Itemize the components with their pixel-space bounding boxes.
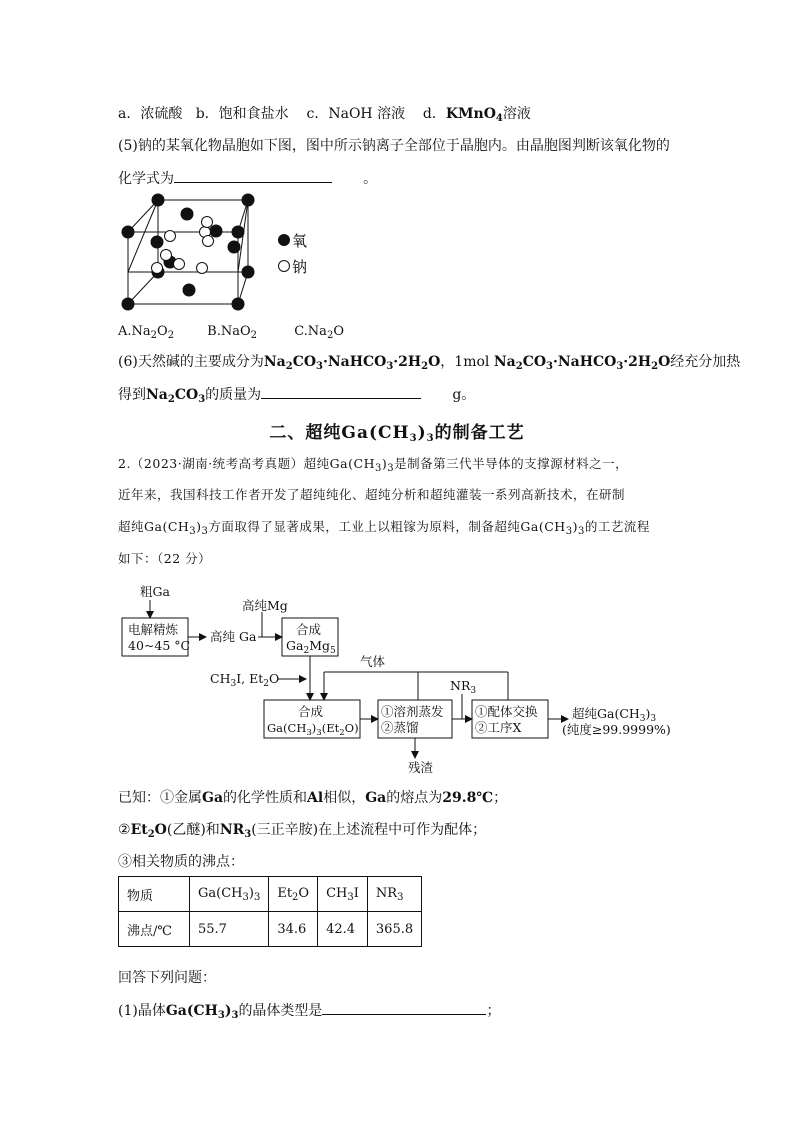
sodium-atom — [152, 263, 163, 274]
t: Ga — [365, 790, 387, 806]
table-cell: 365.8 — [367, 912, 421, 947]
pure-ga-label: 高纯 Ga — [210, 629, 257, 644]
f: 2 — [167, 394, 175, 405]
oxygen-atom — [122, 298, 135, 311]
f: ·2H — [393, 354, 422, 370]
t: 3 — [217, 1010, 225, 1021]
evaporation-step1: ①溶剂蒸发 — [381, 704, 444, 719]
t: Ga(CH — [165, 1003, 218, 1019]
t: 3 — [201, 526, 209, 537]
t: 2.（2023·湖南·统考高考真题）超纯Ga(CH — [118, 456, 375, 471]
f: ·NaHCO — [323, 354, 387, 370]
q6-get: 得到 — [118, 387, 146, 403]
q5-option-a-sub2: 2 — [167, 330, 175, 341]
q5-option-a-mid: O — [157, 324, 168, 339]
q6-mass: 的质量为 — [205, 387, 262, 403]
electrolysis-label: 电解精炼 — [128, 622, 179, 637]
t: Et — [277, 885, 293, 901]
option-c-prefix: c． — [306, 106, 329, 122]
oxygen-atom — [181, 208, 194, 221]
f: Na — [493, 354, 516, 370]
t: ) — [572, 519, 578, 534]
table-cell: 沸点/℃ — [119, 912, 190, 947]
q6-line1 — [118, 352, 740, 377]
t: 的晶体类型是 — [238, 1003, 323, 1019]
f: ·NaHCO — [553, 354, 617, 370]
option-a: 浓硫酸 — [140, 106, 183, 122]
option-c: NaOH 溶液 — [328, 106, 406, 122]
legend-sodium-label: 钠 — [292, 258, 308, 276]
t: 相似， — [323, 790, 366, 806]
t: 2 — [147, 829, 155, 840]
q2-intro-line2: 近年来，我国科技工作者开发了超纯纯化、超纯分析和超纯灌装一系列高新技术，在研制 — [118, 487, 626, 502]
heading-sub2: 3 — [426, 433, 435, 444]
t: 3 — [374, 463, 382, 474]
t: (1)晶体 — [118, 1003, 166, 1019]
t: (三正辛胺)在上述流程中可作为配体； — [251, 822, 487, 838]
t: 的工艺流程 — [584, 519, 650, 534]
oxygen-atom — [228, 241, 241, 254]
gas-label: 气体 — [360, 654, 386, 669]
t: 3 — [565, 526, 573, 537]
known-line3: ③相关物质的沸点： — [118, 854, 244, 870]
q5-line2 — [118, 168, 377, 189]
f: Na — [146, 387, 168, 403]
f: CO — [522, 354, 547, 370]
f: 3 — [616, 361, 624, 372]
t: ； — [493, 790, 508, 806]
f: CO — [174, 387, 199, 403]
f: 2 — [421, 361, 429, 372]
table-header: $Ga(CH_3)_3$ — [190, 877, 269, 912]
f: 2 — [651, 361, 659, 372]
q2-intro-line4: 如下：（22 分） — [118, 551, 212, 566]
q5-answer-blank[interactable] — [174, 168, 332, 183]
t: CH — [326, 885, 348, 901]
complex-formula: $Ga(CH_3)_3(Et_2O)$ — [267, 721, 359, 738]
option-b-prefix: b． — [195, 106, 219, 122]
q2-intro-line1 — [118, 455, 628, 478]
reagents-label: $CH_3I$, $Et_2O$ — [210, 671, 280, 689]
heading-b: ) — [417, 423, 427, 443]
nr3-label: $NR_3$ — [450, 678, 477, 696]
known-line1 — [118, 788, 507, 808]
answer-q1 — [118, 1000, 500, 1026]
q5-option-c: C.Na — [294, 324, 327, 339]
oxygen-atom — [232, 298, 245, 311]
t: ) — [196, 519, 202, 534]
q5-prompt: 化学式为 — [118, 171, 174, 187]
legend-sodium-dot — [279, 261, 290, 272]
q5-options — [118, 322, 344, 346]
q5-period: 。 — [363, 171, 378, 187]
known-line2 — [118, 820, 486, 845]
heading-sub: 3 — [409, 433, 418, 444]
oxygen-atom — [183, 284, 196, 297]
f: CO — [292, 354, 317, 370]
t: 是制备第三代半导体的支撑源材料之一， — [394, 456, 629, 471]
q6-answer-blank[interactable] — [261, 384, 421, 399]
synthesis2-label: 合成 — [298, 704, 324, 719]
t: Ga(CH — [198, 885, 243, 901]
f: 3 — [386, 361, 394, 372]
legend-oxygen-dot — [278, 234, 290, 246]
t: 方面取得了显著成果，工业上以粗镓为原料，制备超纯Ga(CH — [208, 519, 566, 534]
table-header: 物质 — [119, 877, 190, 912]
option-a-prefix: a． — [118, 106, 141, 122]
table-row — [119, 912, 422, 947]
f: O — [658, 354, 671, 370]
f: Na — [263, 354, 286, 370]
purity-label: (纯度≥99.9999%) — [562, 722, 671, 737]
q5-option-a: A.Na — [118, 324, 151, 339]
gamg-formula: $Ga_2Mg_5$ — [286, 638, 336, 656]
heading-a: 二、超纯Ga(CH — [269, 423, 410, 443]
q5-option-b: B.NaO — [207, 324, 251, 339]
t: 29.8℃ — [442, 790, 494, 806]
f: O — [428, 354, 441, 370]
t: ② — [118, 822, 131, 838]
process-flowchart — [110, 580, 690, 780]
pure-mg-label: 高纯Mg — [242, 598, 288, 613]
q6-text1: (6)天然碱的主要成分为 — [118, 354, 264, 370]
evaporation-step2: ②蒸馏 — [381, 720, 419, 735]
t: Al — [307, 790, 324, 806]
f: 3 — [546, 361, 553, 372]
sodium-atom — [203, 236, 214, 247]
t: 已知：①金属 — [118, 790, 202, 806]
t: NR — [219, 822, 245, 838]
table-header: $NR_3$ — [367, 877, 421, 912]
oxygen-atom — [242, 194, 255, 207]
oxygen-atom — [122, 226, 135, 239]
sodium-atom — [161, 250, 172, 261]
electrolysis-temp: 40~45 °C — [128, 638, 191, 653]
t: ) — [224, 1003, 232, 1019]
t: (乙醚)和 — [166, 822, 220, 838]
table-cell: 55.7 — [190, 912, 269, 947]
legend-oxygen-label: 氧 — [292, 232, 308, 250]
f: ·2H — [623, 354, 652, 370]
f: 3 — [316, 361, 323, 372]
q2-intro-line3 — [118, 518, 650, 541]
boiling-point-table — [118, 876, 422, 947]
sodium-atom — [202, 217, 213, 228]
residue-label: 残渣 — [408, 760, 434, 775]
table-cell: 34.6 — [269, 912, 318, 947]
t: ) — [381, 456, 388, 471]
oxygen-atom — [242, 266, 255, 279]
sodium-atom — [165, 231, 176, 242]
t: 3 — [244, 829, 252, 840]
answer-intro: 回答下列问题： — [118, 970, 216, 986]
f: 2 — [515, 361, 523, 372]
product-label: 超纯$Ga(CH_3)_3$ — [572, 706, 657, 724]
q5-option-a-sub1: 2 — [150, 330, 158, 341]
f: 3 — [198, 394, 206, 405]
q6-unit: g。 — [452, 387, 476, 403]
crystal-cell-diagram — [110, 188, 330, 320]
oxygen-atom — [152, 194, 165, 207]
f: 2 — [285, 361, 293, 372]
heading-c: 的制备工艺 — [434, 423, 525, 443]
q5-option-b-sub: 2 — [250, 330, 257, 341]
t: NR — [375, 885, 398, 901]
crude-ga-label: 粗Ga — [140, 584, 170, 599]
option-d-tail: 溶液 — [502, 106, 531, 122]
q6-text2: ，1mol — [440, 354, 494, 370]
t: 3 — [387, 463, 395, 474]
ligand-step2: ②工序X — [475, 720, 522, 735]
t: Et — [130, 822, 148, 838]
q6-line2 — [118, 384, 475, 410]
option-d-sub: 4 — [495, 113, 503, 124]
ligand-step1: ①配体交换 — [475, 704, 538, 719]
q5-option-c-sub: 2 — [326, 330, 334, 341]
table-header: $CH_3I$ — [318, 877, 368, 912]
oxygen-atom — [232, 226, 245, 239]
option-line — [118, 104, 531, 129]
t: 超纯Ga(CH — [118, 519, 190, 534]
synthesis-label: 合成 — [296, 622, 322, 637]
q6-text3: 经充分加热 — [670, 354, 741, 370]
section-heading — [0, 418, 794, 444]
option-b: 饱和食盐水 — [218, 106, 289, 122]
t: ； — [486, 1003, 501, 1019]
option-d-prefix: d． — [422, 106, 446, 122]
t: 3 — [231, 1010, 239, 1021]
t: Ga — [202, 790, 224, 806]
answer-q1-blank[interactable] — [322, 1000, 486, 1015]
t: O — [154, 822, 167, 838]
q5-option-c-end: O — [333, 324, 344, 339]
q5-line1: (5)钠的某氧化物晶胞如下图，图中所示钠离子全部位于晶胞内。由晶胞图判断该氧化物的 — [118, 138, 670, 154]
t: 3 — [577, 526, 585, 537]
table-header-row — [119, 877, 422, 912]
t: 3 — [189, 526, 197, 537]
oxygen-atom — [210, 225, 223, 238]
table-cell: 42.4 — [318, 912, 368, 947]
table-header: $Et_2O$ — [269, 877, 318, 912]
oxygen-atom — [151, 236, 164, 249]
t: 的熔点为 — [386, 790, 443, 806]
sodium-atom — [197, 263, 208, 274]
sodium-atom — [174, 259, 185, 270]
t: 的化学性质和 — [223, 790, 308, 806]
option-d-formula: KMnO — [445, 106, 496, 122]
